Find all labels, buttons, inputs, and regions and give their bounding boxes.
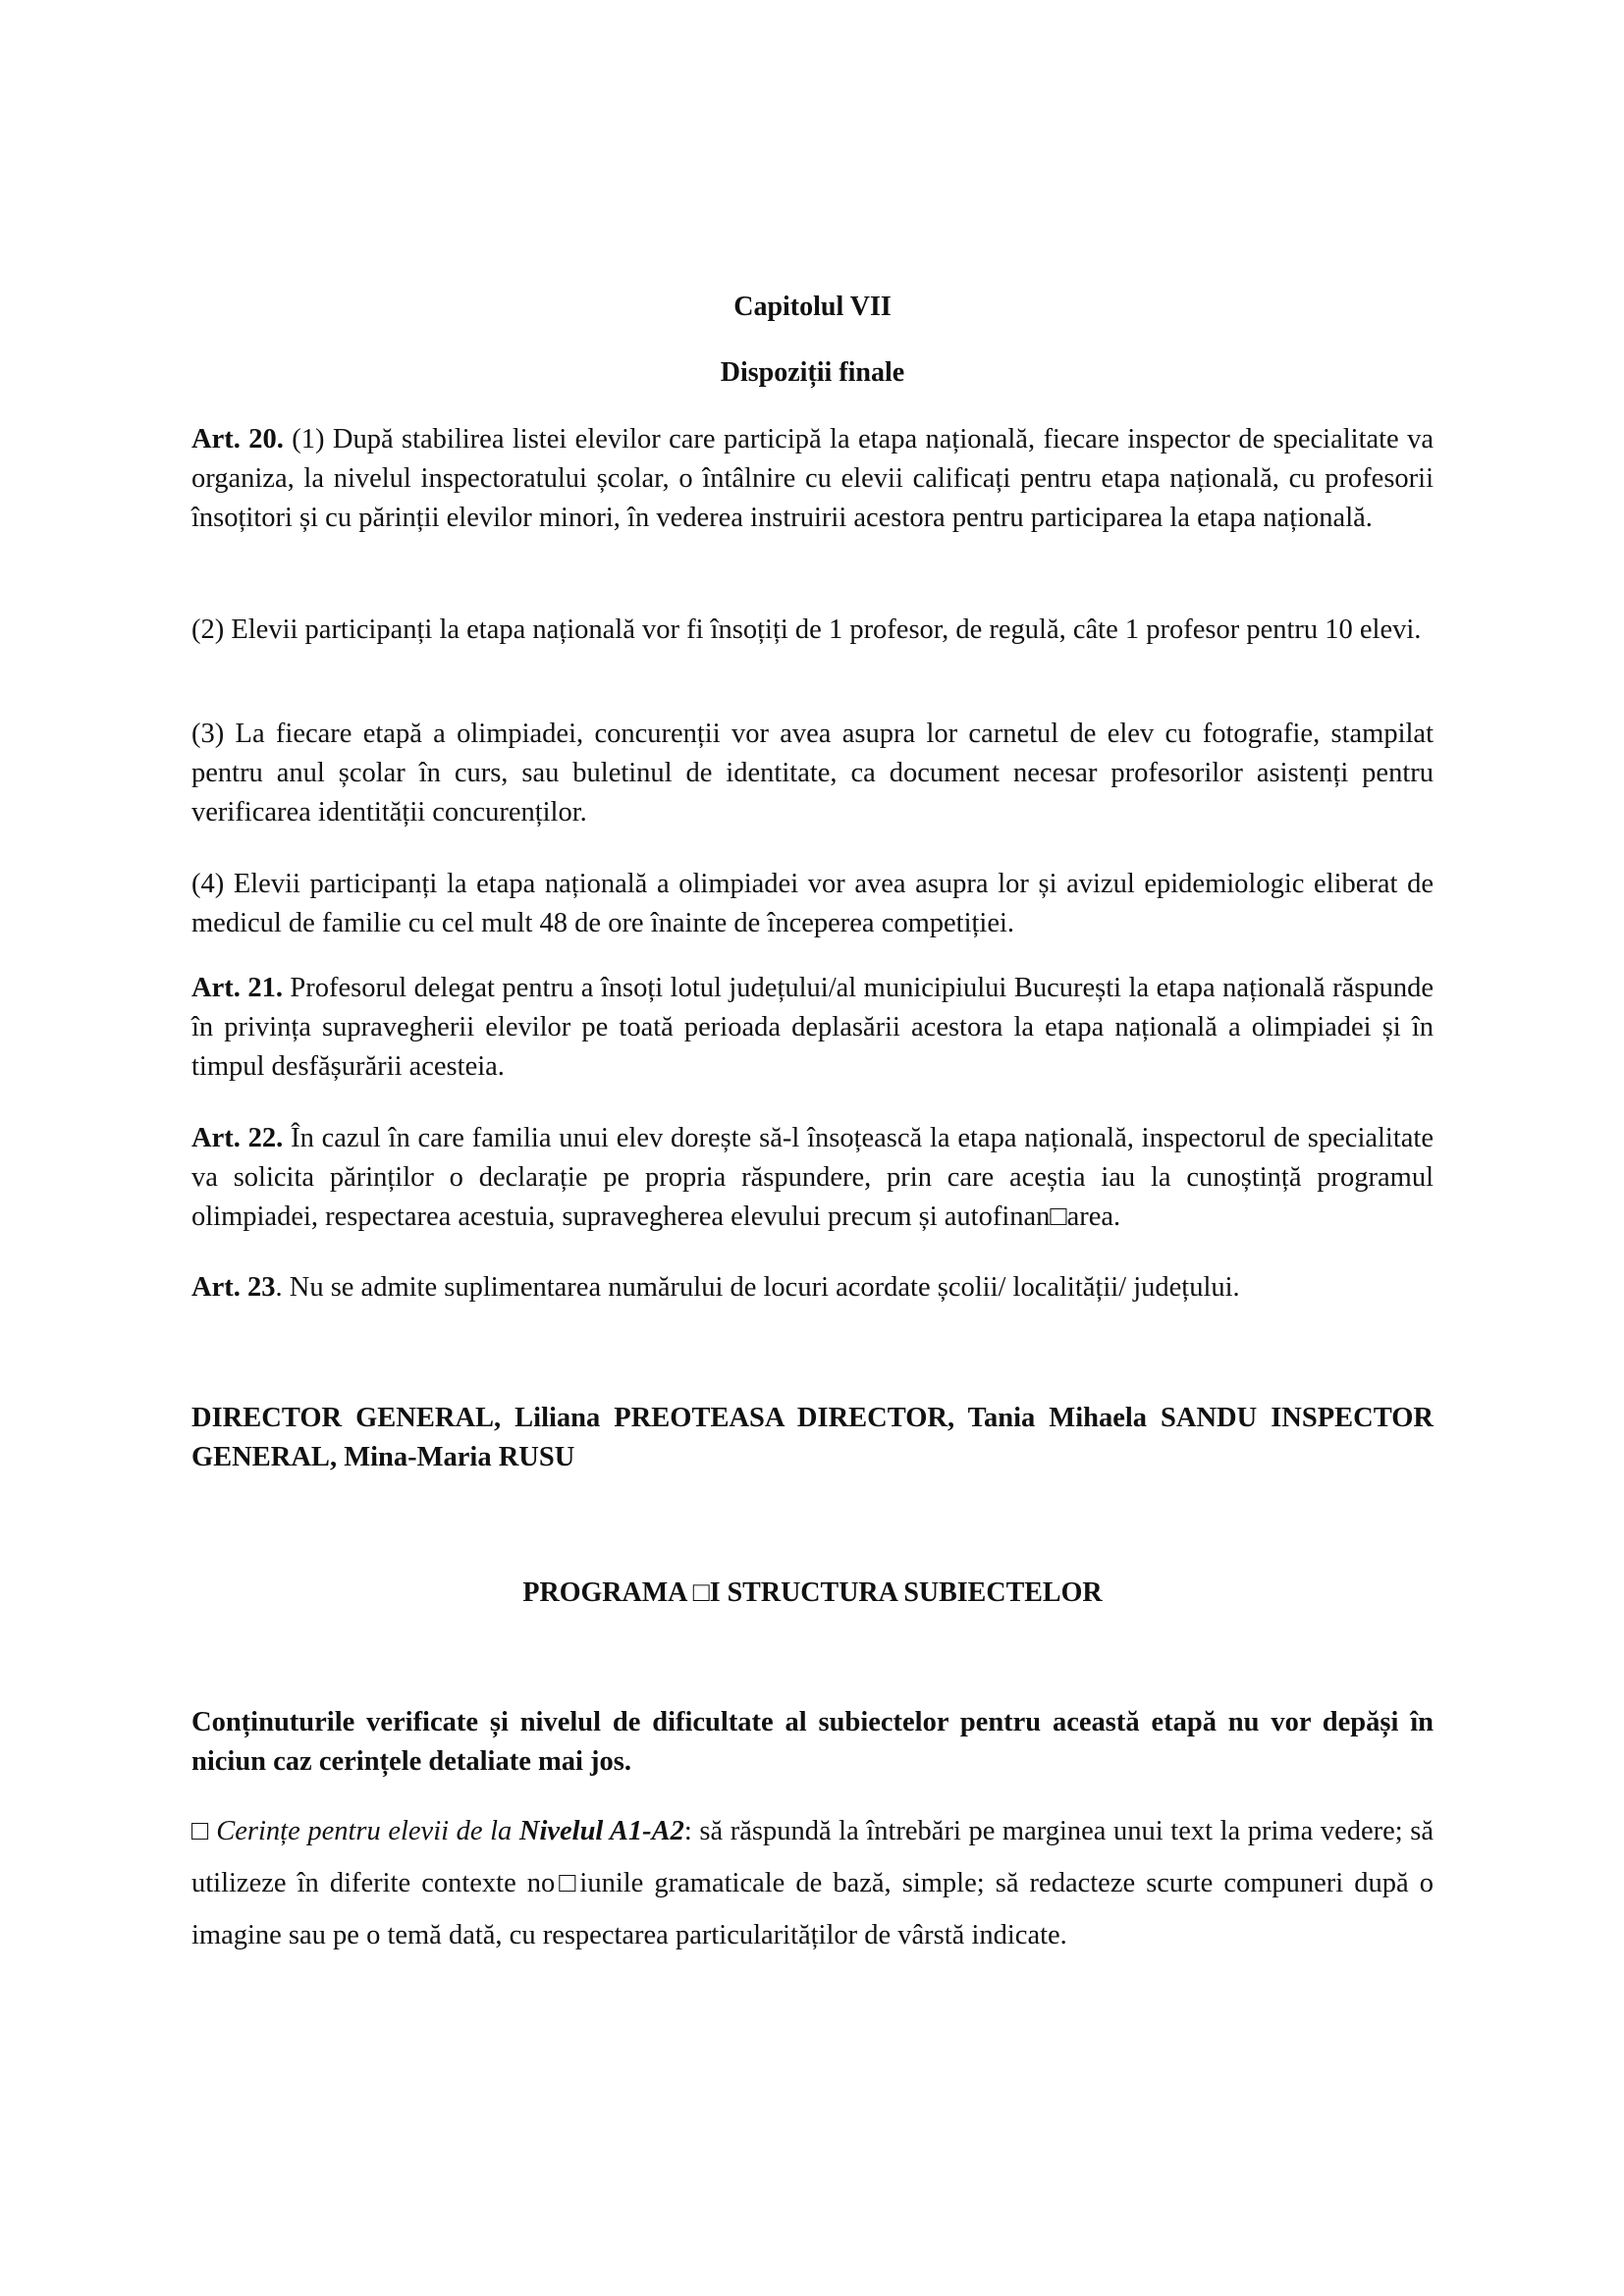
requirements-text: : să răspundă la întrebări pe marginea unui text la prima vedere; să utilizeze în diferite contexte no□iunile gramaticale de bază, simple; să redacteze scurte compuneri după o imagine sau pe o temă dată, cu respectarea particularităților de vârstă indicate. <box>191 1816 1434 1950</box>
article-22-label: Art. 22. <box>191 1123 284 1153</box>
requirements-paragraph <box>191 1805 1434 1961</box>
article-20-paragraph-2: (2) Elevii participanți la etapa națională vor fi însoțiți de 1 profesor, de regulă, câte 1 profesor pentru 10 elevi. <box>191 614 1422 645</box>
article-22-text: În cazul în care familia unui elev dorește să-l însoțească la etapa națională, inspectorul de specialitate va solicita părinților o declarație pe propria răspundere, prin care aceștia iau la cunoștință programul olimpiadei, respectarea acestuia, supravegherea elevului precum și autofinan□area. <box>191 1123 1434 1232</box>
article-20-label: Art. 20. <box>191 424 284 454</box>
article-23-text: . Nu se admite suplimentarea numărului de locuri acordate școlii/ localității/ județului. <box>275 1272 1240 1303</box>
program-title: PROGRAMA □I STRUCTURA SUBIECTELOR <box>522 1577 1103 1608</box>
article-21-label: Art. 21. <box>191 973 283 1003</box>
article-23-label: Art. 23 <box>191 1272 276 1303</box>
bullet-icon: □ <box>191 1816 217 1846</box>
article-21-text: Profesorul delegat pentru a însoți lotul județului/al municipiului București la etapa națională răspunde în privința supravegherii elevilor pe toată perioada deplasării acestora la etapa națională a olimpiadei și în timpul desfășurării acesteia. <box>191 973 1434 1082</box>
requirements-lead: Cerințe pentru elevii de la <box>216 1816 519 1846</box>
article-20-paragraph-3: (3) La fiecare etapă a olimpiadei, concurenții vor avea asupra lor carnetul de elev cu fotografie, stampilat pentru anul școlar în curs, sau buletinul de identitate, ca document necesar profesorilor asistenți pentru verificarea identității concurenților. <box>191 719 1434 828</box>
article-23-paragraph <box>191 1268 1434 1308</box>
article-20-paragraph-4: (4) Elevii participanți la etapa națională a olimpiadei vor avea asupra lor și avizul epidemiologic eliberat de medicul de familie cu cel mult 48 de ore înainte de începerea competiției. <box>191 869 1434 938</box>
signatures-block: DIRECTOR GENERAL, Liliana PREOTEASA DIRECTOR, Tania Mihaela SANDU INSPECTOR GENERAL, Mina-Maria RUSU <box>191 1403 1434 1472</box>
requirements-level: Nivelul A1-A2 <box>518 1816 684 1846</box>
program-intro: Conținuturile verificate și nivelul de dificultate al subiectelor pentru această etapă nu vor depăși în niciun caz cerințele detaliate mai jos. <box>191 1707 1434 1777</box>
article-22-paragraph <box>191 1119 1434 1237</box>
chapter-subtitle: Dispoziții finale <box>720 357 905 388</box>
article-20-text-1: (1) După stabilirea listei elevilor care participă la etapa națională, fiecare inspector de specialitate va organiza, la nivelul inspectoratului școlar, o întâlnire cu elevii calificați pentru etapa națională, cu profesorii însoțitori și cu părinții elevilor minori, în vederea instruirii acestora pentru participarea la etapa națională. <box>191 424 1434 533</box>
article-20-paragraph-1 <box>191 420 1434 538</box>
article-21-paragraph <box>191 969 1434 1087</box>
chapter-title: Capitolul VII <box>733 292 892 322</box>
